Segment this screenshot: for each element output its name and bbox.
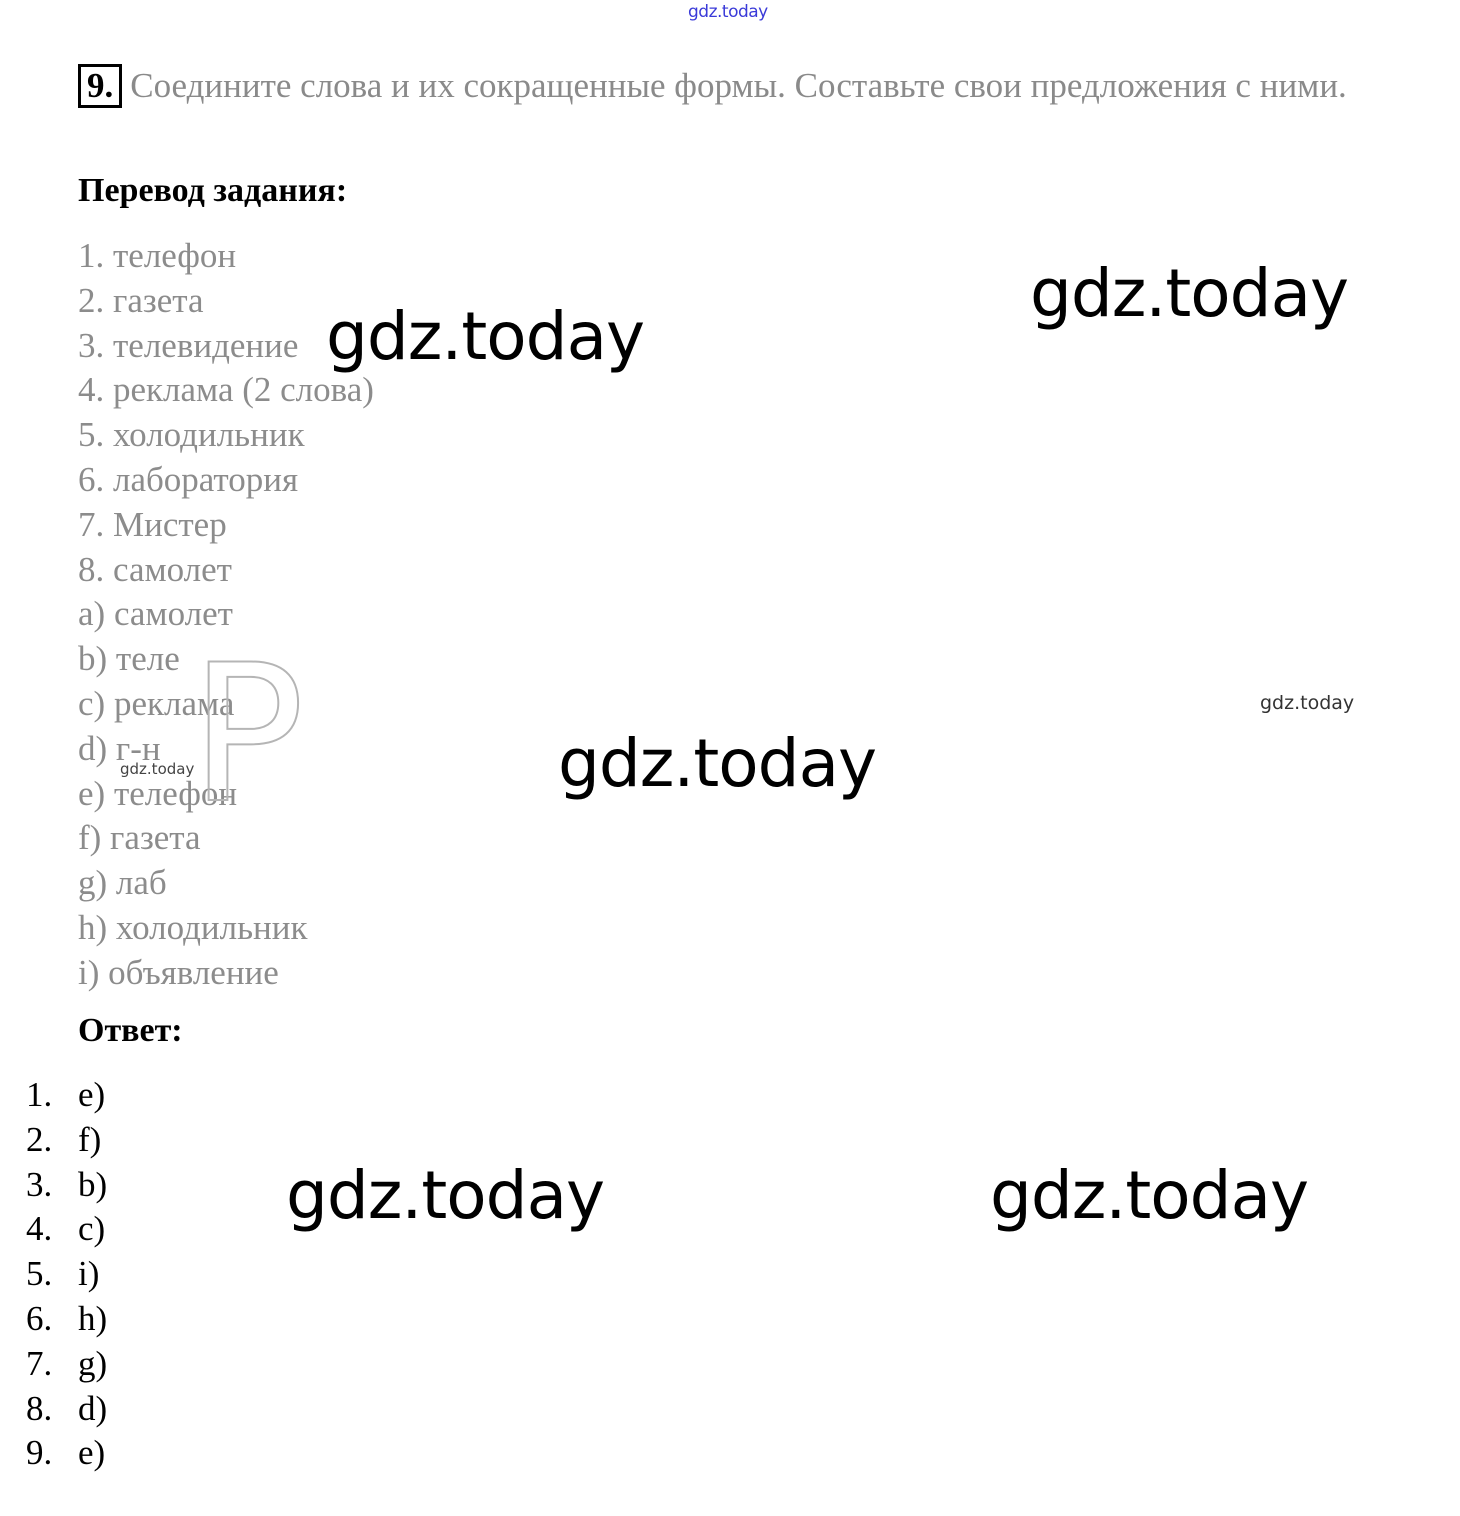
list-item: 8. самолет xyxy=(78,549,232,589)
list-item: 4. реклама (2 слова) xyxy=(78,370,374,410)
watermark: gdz.today xyxy=(990,1157,1309,1234)
answer-value: f) xyxy=(78,1119,102,1159)
translation-heading: Перевод задания: xyxy=(78,172,348,209)
answer-number: 2. xyxy=(26,1119,53,1159)
answer-number: 4. xyxy=(26,1209,53,1249)
list-item: g) лаб xyxy=(78,863,167,903)
list-item: h) холодильник xyxy=(78,907,308,947)
list-item: b) теле xyxy=(78,639,180,679)
answer-value: e) xyxy=(78,1075,106,1114)
list-item: 2. газета xyxy=(78,280,204,320)
list-item: 1. телефон xyxy=(78,236,237,275)
list-item: 6. лаборатория xyxy=(78,459,299,499)
task-header xyxy=(78,62,1398,109)
answer-number: 8. xyxy=(26,1388,53,1428)
list-item: e) телефон xyxy=(78,773,238,813)
answer-value: d) xyxy=(78,1388,108,1428)
watermark: gdz.today xyxy=(326,298,645,375)
watermark: gdz.today xyxy=(286,1157,605,1234)
answer-value: e) xyxy=(78,1433,106,1473)
task-number-badge: 9. xyxy=(78,64,122,108)
list-item: 3. телевидение xyxy=(78,325,299,365)
watermark: gdz.today xyxy=(1260,692,1355,714)
answer-value: b) xyxy=(78,1164,108,1204)
answer-number: 1. xyxy=(26,1075,53,1114)
answer-number: 5. xyxy=(26,1254,53,1294)
answer-value: c) xyxy=(78,1209,106,1249)
answer-heading: Ответ: xyxy=(78,1012,183,1049)
list-item: i) объявление xyxy=(78,952,279,992)
list-item: d) г-н xyxy=(78,728,161,768)
answer-number: 3. xyxy=(26,1164,53,1204)
watermark: gdz.today xyxy=(120,760,195,778)
watermark: gdz.today xyxy=(558,725,877,802)
list-item: c) реклама xyxy=(78,683,235,723)
watermark: gdz.today xyxy=(1030,255,1349,332)
answer-value: h) xyxy=(78,1298,108,1338)
answer-number: 7. xyxy=(26,1343,53,1383)
top-watermark: gdz.today xyxy=(688,2,768,22)
list-item: a) самолет xyxy=(78,594,233,634)
answer-number: 9. xyxy=(26,1433,53,1473)
list-item: 5. холодильник xyxy=(78,415,305,455)
list-item: 7. Мистер xyxy=(78,504,227,544)
list-item: f) газета xyxy=(78,818,201,858)
task-text: Соедините слова и их сокращенные формы. Составьте свои предложения с ними. xyxy=(130,66,1347,105)
answer-value: i) xyxy=(78,1254,100,1294)
answer-value: g) xyxy=(78,1343,108,1383)
p-letter-watermark: P xyxy=(190,624,305,845)
answer-number: 6. xyxy=(26,1298,53,1338)
